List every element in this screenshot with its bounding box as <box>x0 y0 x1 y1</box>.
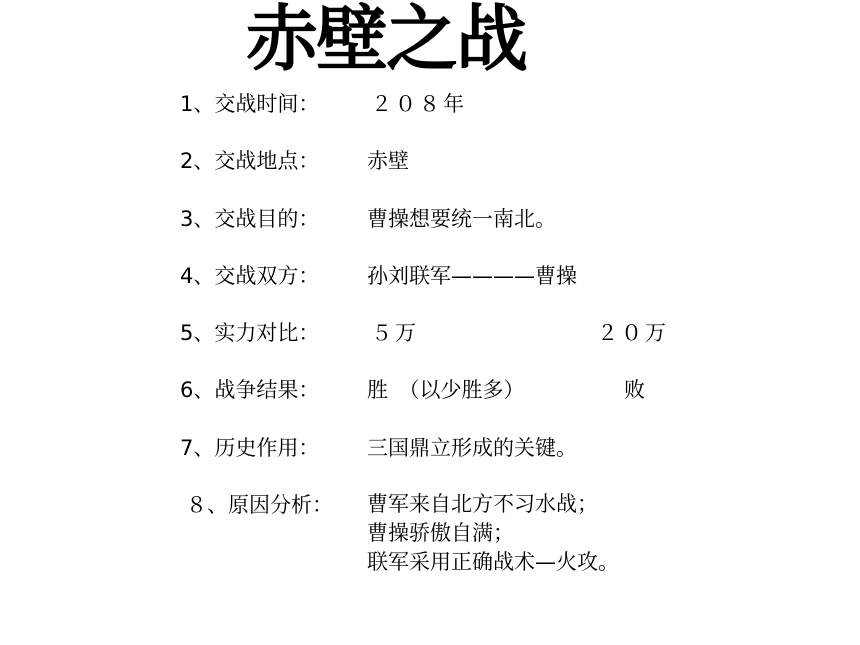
list-item <box>0 375 860 405</box>
list-item <box>0 261 860 291</box>
item-value-left: ５万 <box>371 321 419 345</box>
item-label: 4、交战双方： <box>180 264 320 288</box>
reason-line: 曹操骄傲自满； <box>367 521 514 545</box>
page-title: 赤壁之战 <box>246 0 527 81</box>
item-value: 赤壁 <box>367 149 409 173</box>
list-item <box>0 204 860 234</box>
item-value: 三国鼎立形成的关键。 <box>367 436 577 460</box>
item-label: ８、原因分析： <box>186 493 333 517</box>
item-label: 3、交战目的： <box>180 207 320 231</box>
list-item <box>0 89 860 119</box>
list-item <box>0 146 860 176</box>
reason-line: 联军采用正确战术—火攻。 <box>367 550 619 574</box>
list-item <box>0 490 860 574</box>
item-label: 6、战争结果： <box>180 378 320 402</box>
item-label: 2、交战地点： <box>180 149 320 173</box>
item-value-lines <box>367 490 619 577</box>
item-value-left: 胜 （以少胜多） <box>367 378 525 402</box>
list-item <box>0 433 860 463</box>
list-item <box>0 318 860 348</box>
item-value: ２０８年 <box>371 92 467 116</box>
item-value-right: ２０万 <box>597 321 669 345</box>
reason-line: 曹军来自北方不习水战； <box>367 492 598 516</box>
item-value: 曹操想要统一南北。 <box>367 207 556 231</box>
item-value-right: 败 <box>624 378 645 402</box>
item-label: 5、实力对比： <box>180 321 320 345</box>
item-value: 孙刘联军————曹操 <box>367 264 577 288</box>
item-label: 1、交战时间： <box>180 92 320 116</box>
item-label: 7、历史作用： <box>180 436 320 460</box>
